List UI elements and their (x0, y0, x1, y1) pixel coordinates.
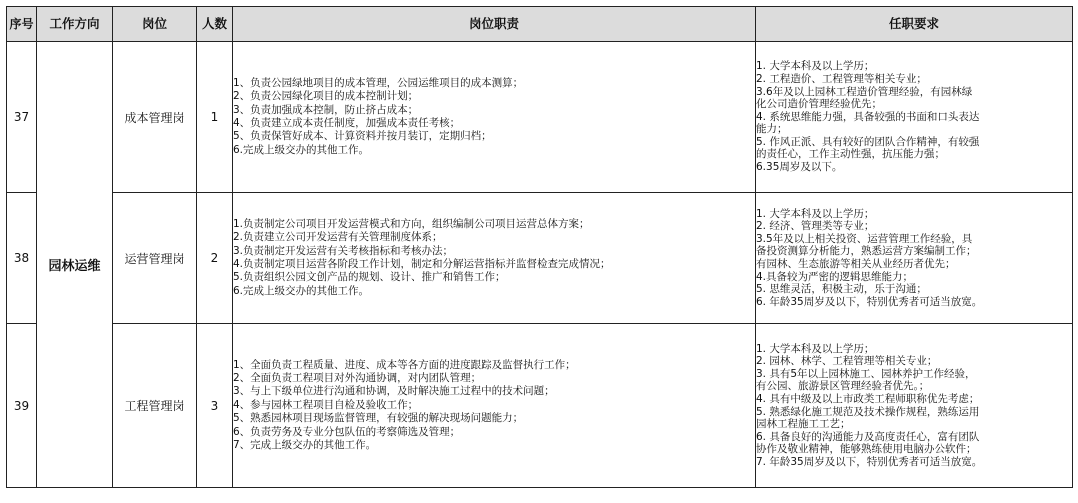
list-item: 3.负责制定开发运营有关考核指标和考核办法； (233, 244, 454, 257)
list-item: 1、负责公园绿地项目的成本管理，公园运维项目的成本测算； (233, 76, 524, 89)
table-row (7, 42, 1073, 193)
list-item: 园林工程施工工艺； (756, 418, 851, 431)
list-item: 3、负责加强成本控制，防止挤占成本； (233, 103, 419, 116)
duties-list (233, 77, 755, 157)
seq-cell: 38 (7, 193, 37, 324)
list-item: 7. 年龄35周岁及以下，特别优秀者可适当放宽。 (756, 455, 983, 468)
count-cell: 1 (197, 42, 233, 193)
list-item: 1. 大学本科及以上学历； (756, 60, 875, 73)
list-item: 2. 工程造价、工程管理等相关专业； (756, 72, 927, 85)
list-item: 6.完成上级交办的其他工作。 (233, 284, 370, 297)
duties-cell (233, 42, 756, 193)
list-item: 2. 园林、林学、工程管理等相关专业； (756, 355, 938, 368)
list-item: 能力； (756, 123, 788, 136)
requirements-cell (756, 193, 1073, 324)
list-item: 1、全面负责工程质量、进度、成本等各方面的进度跟踪及监督执行工作； (233, 358, 576, 371)
list-item: 5.负责组织公园文创产品的规划、设计、推广和销售工作； (233, 271, 506, 284)
list-item: 有公园、旅游景区管理经验者优先。； (756, 380, 930, 393)
table-row (7, 324, 1073, 488)
list-item: 协作及敬业精神，能够熟练使用电脑办公软件； (756, 443, 977, 456)
header-seq: 序号 (7, 7, 37, 42)
header-direction: 工作方向 (37, 7, 113, 42)
list-item: 1.负责制定公司项目开发运营模式和方向，组织编制公司项目运营总体方案； (233, 217, 590, 230)
list-item: 3. 具有5年以上园林施工、园林养护工作经验， (756, 367, 976, 380)
requirements-list (756, 60, 1072, 173)
header-count: 人数 (197, 7, 233, 42)
list-item: 4.具备较为严密的逻辑思维能力； (756, 270, 914, 283)
list-item: 有园林、生态旅游等相关从业经历者优先； (756, 258, 956, 270)
duties-cell (233, 193, 756, 324)
list-item: 7、完成上级交办的其他工作。 (233, 439, 377, 452)
seq-cell: 39 (7, 324, 37, 488)
position-cell: 工程管理岗 (113, 324, 197, 488)
list-item: 6. 具备良好的沟通能力及高度责任心，富有团队 (756, 430, 980, 443)
position-cell: 运营管理岗 (113, 193, 197, 324)
count-cell: 3 (197, 324, 233, 488)
list-item: 4、参与园林工程项目自检及验收工作； (233, 398, 419, 411)
list-item: 2.负责建立公司开发运营有关管理制度体系； (233, 231, 443, 244)
list-item: 3.6年及以上园林工程造价管理经验，有园林绿 (756, 85, 973, 98)
list-item: 4.负责制定项目运营各阶段工作计划，制定和分解运营指标并监督检查完成情况； (233, 258, 611, 270)
header-requirements: 任职要求 (756, 7, 1073, 42)
duties-list (233, 218, 755, 298)
list-item: 1. 大学本科及以上学历； (756, 207, 875, 220)
list-item: 5. 思维灵活，积极主动，乐于沟通； (756, 283, 927, 296)
requirements-cell (756, 42, 1073, 193)
header-duties: 岗位职责 (233, 7, 756, 42)
header-position: 岗位 (113, 7, 197, 42)
list-item: 的责任心，工作主动性强，抗压能力强； (756, 148, 945, 161)
requirements-list (756, 343, 1072, 469)
list-item: 5. 作风正派、具有较好的团队合作精神，有较强 (756, 135, 980, 148)
duties-list (233, 359, 755, 453)
duties-cell (233, 324, 756, 488)
position-cell: 成本管理岗 (113, 42, 197, 193)
list-item: 化公司造价管理经验优先； (756, 98, 882, 111)
list-item: 2. 经济、管理类等专业； (756, 220, 875, 233)
requirements-cell (756, 324, 1073, 488)
direction-cell: 园林运维 (37, 42, 113, 488)
job-table (6, 6, 1073, 488)
list-item: 6.35周岁及以下。 (756, 161, 843, 174)
table-row (7, 193, 1073, 324)
list-item: 6. 年龄35周岁及以下，特别优秀者可适当放宽。 (756, 295, 983, 308)
list-item: 备投资测算分析能力，熟悉运营方案编制工作； (756, 245, 977, 258)
list-item: 6.完成上级交办的其他工作。 (233, 143, 370, 156)
requirements-list (756, 208, 1072, 309)
count-cell: 2 (197, 193, 233, 324)
list-item: 3.5年及以上相关投资、运营管理工作经验，具 (756, 232, 973, 245)
list-item: 5、负责保管好成本、计算资料并按月装订，定期归档； (233, 130, 492, 143)
list-item: 4、负责建立成本责任制度，加强成本责任考核； (233, 117, 461, 129)
list-item: 5. 熟悉绿化施工规范及技术操作规程，熟练运用 (756, 405, 980, 418)
seq-cell: 37 (7, 42, 37, 193)
list-item: 2、负责公园绿化项目的成本控制计划； (233, 90, 419, 103)
list-item: 2、全面负责工程项目对外沟通协调，对内团队管理； (233, 371, 482, 384)
list-item: 3、与上下级单位进行沟通和协调，及时解决施工过程中的技术问题； (233, 385, 555, 398)
list-item: 5、熟悉园林项目现场监督管理，有较强的解决现场问题能力； (233, 412, 524, 425)
list-item: 6、负责劳务及专业分包队伍的考察筛选及管理； (233, 425, 461, 438)
header-row (7, 7, 1073, 42)
list-item: 4. 具有中级及以上市政类工程师职称优先考虑； (756, 392, 980, 405)
list-item: 4. 系统思维能力强，具备较强的书面和口头表达 (756, 110, 980, 123)
list-item: 1. 大学本科及以上学历； (756, 342, 875, 355)
